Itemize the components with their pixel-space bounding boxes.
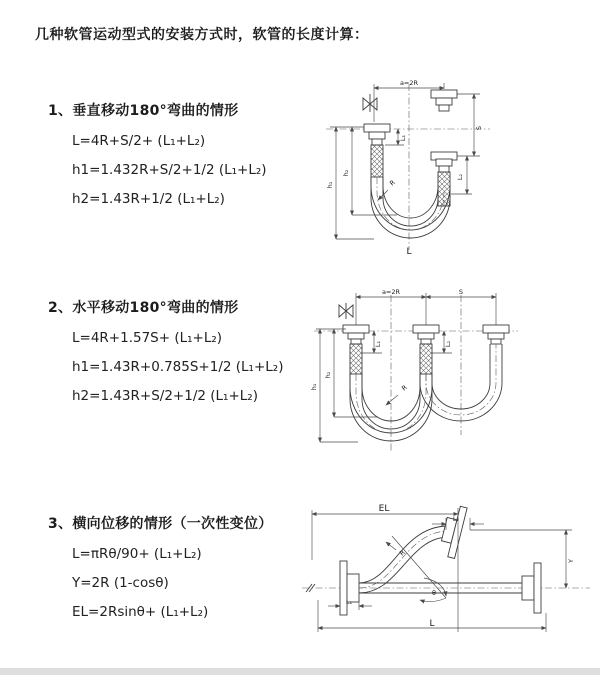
section-2	[48, 297, 348, 404]
dim-a2r-label: a=2R	[381, 288, 401, 296]
dim-radius	[386, 536, 446, 598]
dim-l1-label: L₁	[399, 134, 407, 142]
dim-l2	[451, 156, 472, 194]
dim-l2-label: L₂	[456, 173, 464, 181]
right-flange	[522, 563, 541, 613]
section-3-formula-EL: EL=2Rsinθ+ (L₁+L₂)	[72, 604, 209, 620]
right-fitting-lower	[431, 152, 457, 206]
section-3-formula-Y: Y=2R (1-cosθ)	[72, 575, 169, 591]
dim-s	[457, 94, 483, 156]
dim-l2-label: L₂	[452, 515, 460, 523]
dim-a2r-label: a=2R	[399, 79, 419, 87]
right-fitting-upper	[431, 90, 457, 111]
upper-flange	[438, 504, 467, 559]
hose-u-bend	[371, 177, 450, 238]
dim-h2	[316, 329, 378, 417]
dim-l2	[432, 331, 452, 353]
dim-l1	[328, 598, 372, 610]
dim-el-label: EL	[378, 504, 390, 514]
diagram-horizontal-180-bend	[306, 283, 596, 463]
section-1-formula-h1: h1=1.432R+S/2+1/2 (L₁+L₂)	[72, 162, 267, 178]
dim-l1	[362, 331, 382, 353]
section-1-formula-L: L=4R+S/2+ (L₁+L₂)	[72, 133, 206, 149]
dim-theta	[420, 578, 446, 602]
middle-fitting	[413, 325, 439, 374]
dim-l1-label: L₁	[345, 598, 353, 606]
braided-hose-section	[371, 145, 383, 177]
dim-a2r	[356, 288, 496, 325]
dim-h1-label: h₁	[310, 383, 318, 391]
dim-h2-label: h₂	[324, 371, 332, 379]
dim-s	[426, 288, 496, 297]
dim-l	[318, 600, 546, 632]
dim-l2-label: L₂	[444, 340, 452, 348]
diagram-lateral-displacement	[296, 500, 598, 650]
page-bottom-edge	[0, 668, 600, 675]
dim-r-label: R	[388, 178, 397, 188]
dim-y-label: Y	[567, 559, 575, 563]
left-fitting	[343, 325, 369, 374]
braided-hose-section	[420, 344, 432, 374]
dim-r-label: R	[397, 548, 407, 558]
dim-radius	[378, 178, 397, 200]
section-2-formula-h1: h1=1.43R+0.785S+1/2 (L₁+L₂)	[72, 359, 284, 375]
valve-icon	[363, 94, 377, 112]
dim-el	[312, 504, 458, 632]
section-3-formula-L: L=πRθ/90+ (L₁+L₂)	[72, 546, 202, 562]
page-title: 几种软管运动型式的安装方式时，软管的长度计算：	[35, 27, 369, 43]
section-2-formula-h2: h2=1.43R+S/2+1/2 (L₁+L₂)	[72, 388, 258, 404]
diagram-vertical-180-bend	[312, 74, 562, 256]
right-fitting	[483, 325, 509, 344]
section-2-heading: 2、水平移动180°弯曲的情形	[48, 300, 239, 316]
section-1	[48, 100, 348, 207]
dim-h2-label: h₂	[342, 169, 350, 177]
valve-icon	[339, 303, 353, 319]
dim-theta-label: θ	[432, 589, 436, 597]
dim-l-label: L	[406, 247, 412, 256]
dim-r-label: R	[400, 383, 409, 393]
section-1-heading: 1、垂直移动180°弯曲的情形	[48, 103, 239, 119]
section-1-formula-h2: h2=1.43R+1/2 (L₁+L₂)	[72, 191, 225, 207]
left-fitting	[364, 124, 390, 177]
dim-l-label: L	[429, 619, 435, 629]
dim-radius	[386, 383, 409, 405]
dim-s-label: S	[458, 288, 464, 296]
braided-hose-section	[350, 344, 362, 374]
dim-l1-label: L₁	[374, 340, 382, 348]
section-3-heading: 3、横向位移的情形（一次性变位）	[48, 516, 273, 532]
dim-s-label: S	[475, 125, 483, 131]
dim-h1	[326, 127, 374, 239]
dim-h1-label: h₁	[326, 181, 334, 189]
section-2-formula-L: L=4R+1.57S+ (L₁+L₂)	[72, 330, 223, 346]
left-flange	[340, 561, 359, 615]
